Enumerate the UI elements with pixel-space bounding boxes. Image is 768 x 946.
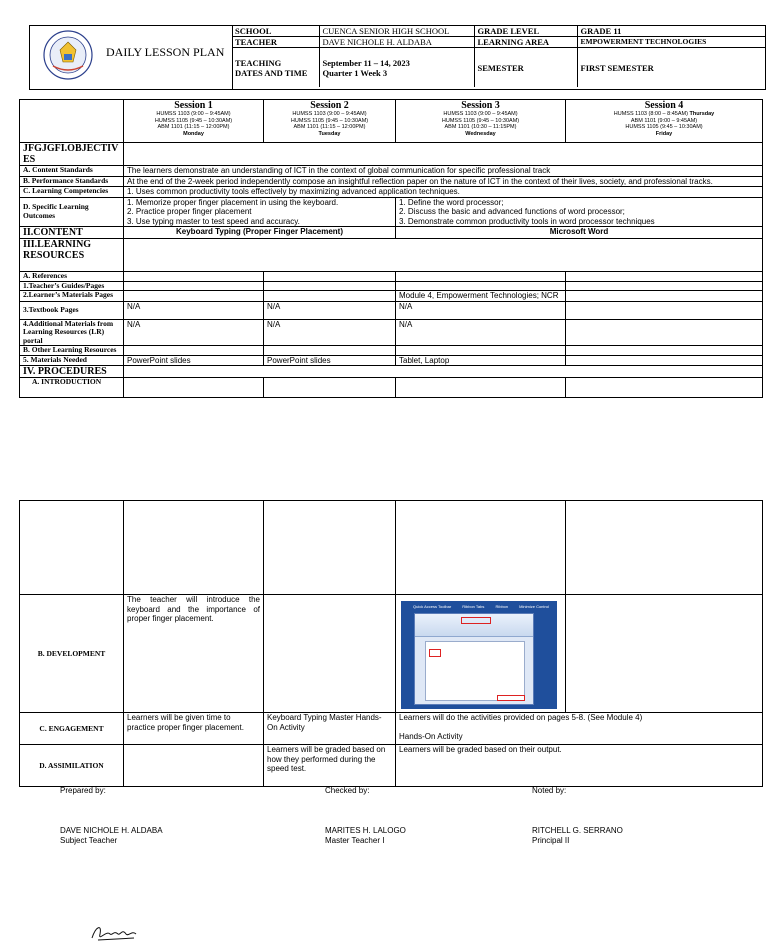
session-3-header: Session 3 HUMSS 1103 (9:00 – 9:45AM) HUMSS 1105 (9:45 – 10:30AM) ABM 1101 (10:30 – 11:15PM) Wednesday	[396, 100, 566, 143]
engagement-session-1: Learners will be given time to practice proper finger placement.	[124, 713, 264, 745]
outcomes-sessions-1-2: 1. Memorize proper finger placement in using the keyboard. 2. Practice proper finger placement 3. Use typing master to test speed and accuracy.	[124, 197, 396, 227]
callout-box	[461, 617, 491, 624]
objectives-blank	[124, 143, 763, 166]
header-info-table	[232, 26, 766, 87]
session-2-header: Session 2 HUMSS 1103 (9:00 – 9:45AM) HUMSS 1105 (9:45 – 10:30AM) ABM 1101 (11:15 – 12:00PM) Tuesday	[264, 100, 396, 143]
performance-standards-label: B. Performance Standards	[20, 176, 124, 187]
session-1-header: Session 1 HUMSS 1103 (9:00 – 9:45AM) HUMSS 1105 (9:45 – 10:30AM) ABM 1101 (11:15 – 12:00PM) Monday	[124, 100, 264, 143]
assimilation-session-3-4: Learners will be graded based on their output.	[396, 745, 763, 787]
assimilation-session-2: Learners will be graded based on how they performed during the speed test.	[264, 745, 396, 787]
textbook-session-2: N/A	[264, 301, 396, 319]
semester-value: FIRST SEMESTER	[577, 48, 766, 88]
prepared-by-name: DAVE NICHOLE H. ALDABA	[60, 826, 163, 835]
noted-by-role: Principal II	[532, 836, 570, 845]
development-label: B. DEVELOPMENT	[20, 595, 124, 713]
procedures-heading: IV. PROCEDURES	[20, 366, 124, 378]
additional-session-2: N/A	[264, 319, 396, 346]
school-value: CUENCA SENIOR HIGH SCHOOL	[319, 26, 474, 37]
additional-materials-label: 4.Additional Materials from Learning Resources (LR) portal	[20, 319, 124, 346]
textbook-session-1: N/A	[124, 301, 264, 319]
content-standards-text: The learners demonstrate an understanding of ICT in the context of global communication for specific professional track	[124, 166, 763, 177]
callout-box	[497, 695, 525, 701]
noted-by-label: Noted by:	[532, 786, 567, 795]
header-box	[29, 25, 766, 90]
checked-by-label: Checked by:	[325, 786, 370, 795]
blank-corner-cell	[20, 100, 124, 143]
teacher-label: TEACHER	[232, 37, 319, 48]
resources-blank	[124, 239, 763, 272]
materials-needed-session-3: Tablet, Laptop	[396, 355, 566, 366]
session-4-header: Session 4 HUMSS 1103 (8:00 – 8:45AM) Thursday ABM 1101 (9:00 – 9:45AM) HUMSS 1105 (9:45 – 10:30AM) Friday	[566, 100, 763, 143]
introduction-label: A. INTRODUCTION	[20, 378, 124, 398]
procedures-blank	[124, 366, 763, 378]
materials-needed-label: 5. Materials Needed	[20, 355, 124, 366]
procedures-table	[19, 500, 763, 787]
grade-level-label: GRADE LEVEL	[474, 26, 577, 37]
learning-resources-heading: III.LEARNING RESOURCES	[20, 239, 124, 272]
performance-standards-text: At the end of the 2-week period independently compose an insightful reflection paper on the nature of ICT in the context of their lives, society, and professional tracks.	[124, 176, 763, 187]
teacher-value: DAVE NICHOLE H. ALDABA	[319, 37, 474, 48]
prepared-by-label: Prepared by:	[60, 786, 106, 795]
prepared-by-role: Subject Teacher	[60, 836, 118, 845]
learners-materials-label: 2.Learner’s Materials Pages	[20, 291, 124, 302]
learning-competencies-text: 1. Uses common productivity tools effectively by maximizing advanced application techniques.	[124, 187, 763, 198]
checked-by-name: MARITES H. LALOGO	[325, 826, 406, 835]
school-seal-icon	[43, 30, 93, 80]
noted-by-name: RITCHELL G. SERRANO	[532, 826, 623, 835]
materials-needed-session-2: PowerPoint slides	[264, 355, 396, 366]
additional-session-1: N/A	[124, 319, 264, 346]
learning-area-value: EMPOWERMENT TECHNOLOGIES	[577, 37, 766, 48]
textbook-session-3: N/A	[396, 301, 566, 319]
content-sessions-3-4: Microsoft Word	[396, 227, 763, 239]
content-heading: II.CONTENT	[20, 227, 124, 239]
grade-level-value: GRADE 11	[577, 26, 766, 37]
document-title: DAILY LESSON PLAN	[106, 45, 225, 59]
engagement-session-2: Keyboard Typing Master Hands-On Activity	[264, 713, 396, 745]
objectives-heading: JFGJGFI.OBJECTIVES	[20, 143, 124, 166]
school-label: SCHOOL	[232, 26, 319, 37]
checked-by-role: Master Teacher I	[325, 836, 385, 845]
lesson-plan-table	[19, 99, 763, 398]
word-interface-image	[401, 601, 557, 709]
materials-needed-session-1: PowerPoint slides	[124, 355, 264, 366]
content-sessions-1-2: Keyboard Typing (Proper Finger Placement)	[124, 227, 396, 239]
textbook-pages-label: 3.Textbook Pages	[20, 301, 124, 319]
development-session-1: The teacher will introduce the keyboard and the importance of proper finger placement.	[124, 595, 264, 713]
other-resources-label: B. Other Learning Resources	[20, 346, 124, 356]
word-window	[414, 613, 534, 705]
content-standards-label: A. Content Standards	[20, 166, 124, 177]
dates-label: TEACHING DATES AND TIME	[232, 48, 319, 88]
additional-session-3: N/A	[396, 319, 566, 346]
teachers-guides-label: 1.Teacher’s Guides/Pages	[20, 281, 124, 291]
callout-box	[429, 649, 441, 657]
handwritten-signature	[88, 922, 140, 944]
engagement-session-3-4: Learners will do the activities provided on pages 5-8. (See Module 4) Hands-On Activity	[396, 713, 763, 745]
engagement-label: C. ENGAGEMENT	[20, 713, 124, 745]
specific-outcomes-label: D. Specific Learning Outcomes	[20, 197, 124, 227]
learning-competencies-label: C. Learning Competencies	[20, 187, 124, 198]
references-label: A. References	[20, 272, 124, 282]
dates-value: September 11 – 14, 2023 Quarter 1 Week 3	[319, 48, 474, 88]
header-title-area	[30, 26, 233, 89]
semester-label: SEMESTER	[474, 48, 577, 88]
learning-area-label: LEARNING AREA	[474, 37, 577, 48]
learners-materials-session-3: Module 4, Empowerment Technologies; NCR	[396, 291, 566, 302]
assimilation-label: D. ASSIMILATION	[20, 745, 124, 787]
word-interface-callouts: Quick Access Toolbar Ribbon Tabs Ribbon Minimize Control	[413, 604, 549, 609]
outcomes-sessions-3-4: 1. Define the word processor; 2. Discuss the basic and advanced functions of word processor; 3. Demonstrate common productivity tools in word processor techniques	[396, 197, 763, 227]
